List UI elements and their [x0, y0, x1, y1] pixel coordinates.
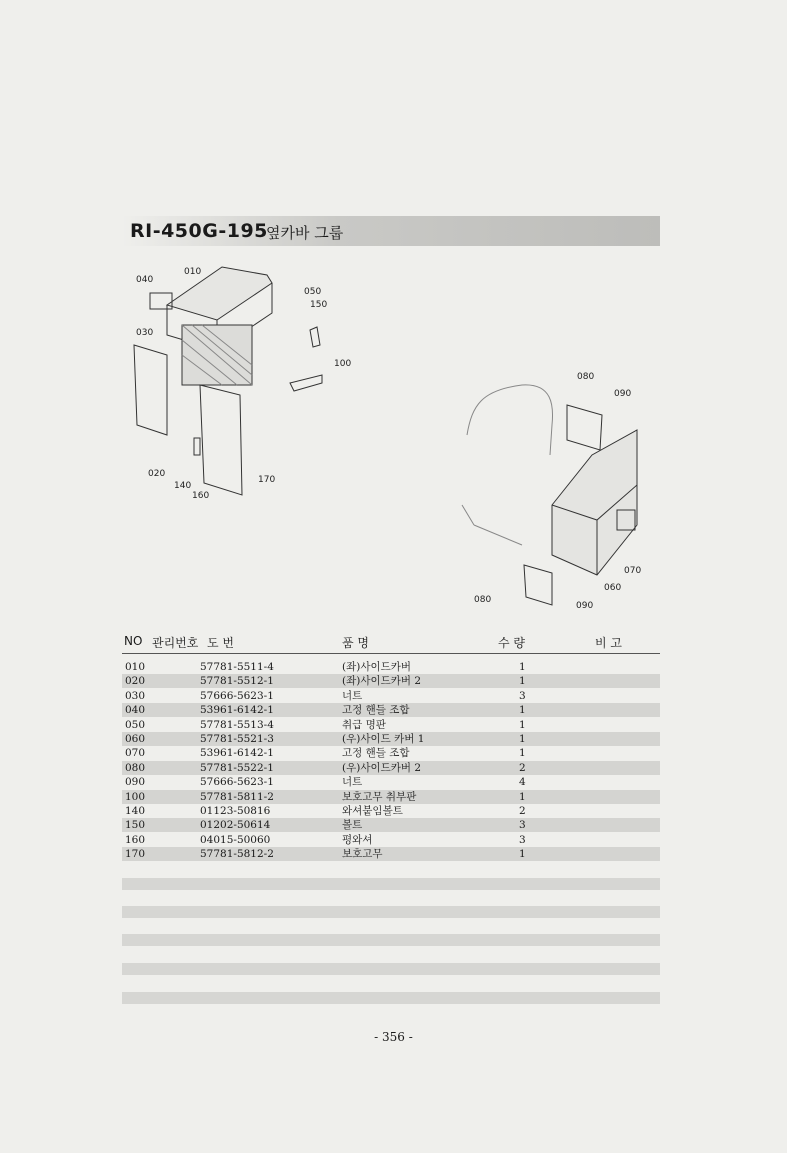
drawing-number: 01123-50816: [200, 805, 271, 817]
part-name: 취급 명판: [342, 718, 386, 731]
quantity: 1: [519, 718, 526, 731]
quantity: 2: [519, 805, 526, 817]
callout-040: 040: [136, 275, 154, 285]
part-no: 070: [125, 747, 146, 760]
drawing-number: 57666-5623-1: [200, 689, 274, 702]
part-name: 너트: [342, 776, 363, 789]
callout-080-top: 080: [577, 372, 595, 382]
blank-row: [122, 878, 660, 890]
drawing-number: 57781-5812-2: [200, 848, 274, 861]
table-row: [122, 847, 660, 861]
header-name: 품 명: [342, 636, 369, 650]
blank-row: [122, 906, 660, 918]
callout-010: 010: [184, 267, 202, 277]
quantity: 1: [519, 675, 526, 688]
part-no: 050: [125, 718, 146, 731]
quantity: 1: [519, 661, 526, 673]
table-row: [122, 689, 660, 703]
table-row: [122, 775, 660, 789]
quantity: 4: [519, 776, 526, 789]
quantity: 3: [519, 689, 526, 702]
table-row: [122, 746, 660, 760]
part-name: (좌)사이드카버: [342, 661, 412, 673]
header-dwg: 도 번: [207, 636, 234, 650]
table-row: [122, 761, 660, 775]
part-name: 보호고무: [342, 848, 383, 861]
table-row: [122, 804, 660, 818]
model-title: RI-450G-195: [130, 220, 268, 242]
quantity: 1: [519, 790, 526, 803]
part-no: 160: [125, 833, 146, 846]
drawing-number: 01202-50614: [200, 819, 271, 832]
header-note: 비 고: [595, 636, 622, 650]
callout-050: 050: [304, 287, 322, 297]
quantity: 1: [519, 733, 526, 745]
callout-100: 100: [334, 359, 352, 369]
page-number: - 356 -: [374, 1030, 413, 1044]
callout-090-bottom: 090: [576, 601, 594, 611]
table-row: [122, 833, 660, 847]
part-no: 030: [125, 689, 146, 702]
part-name: 볼트: [342, 819, 363, 832]
drawing-number: 53961-6142-1: [200, 747, 274, 760]
drawing-number: 57781-5521-3: [200, 733, 274, 745]
header-qty: 수 량: [498, 636, 525, 650]
callout-030: 030: [136, 328, 154, 338]
drawing-number: 53961-6142-1: [200, 704, 274, 717]
part-no: 010: [125, 661, 146, 673]
drawing-number: 57781-5522-1: [200, 761, 274, 774]
quantity: 3: [519, 833, 526, 846]
header-mgmt: 관리번호: [152, 636, 199, 650]
group-title: 옆카바 그룹: [266, 224, 344, 242]
blank-row: [122, 934, 660, 946]
quantity: 1: [519, 848, 526, 861]
drawing-number: 57666-5623-1: [200, 776, 274, 789]
callout-160: 160: [192, 491, 210, 501]
drawing-number: 04015-50060: [200, 833, 271, 846]
blank-row: [122, 963, 660, 975]
drawing-number: 57781-5512-1: [200, 675, 274, 688]
part-name: (우)사이드카버 2: [342, 761, 422, 774]
callout-060: 060: [604, 583, 622, 593]
part-name: (좌)사이드카버 2: [342, 675, 422, 688]
drawing-number: 57781-5811-2: [200, 790, 274, 803]
callout-170: 170: [258, 475, 276, 485]
part-no: 150: [125, 819, 146, 832]
table-row: [122, 818, 660, 832]
part-name: 고정 핸들 조합: [342, 747, 410, 760]
part-name: 보호고무 취부판: [342, 790, 417, 803]
quantity: 3: [519, 819, 526, 832]
part-name: 평와셔: [342, 833, 373, 846]
part-name: (우)사이드 카버 1: [342, 733, 425, 745]
callout-080-bottom: 080: [474, 595, 492, 605]
part-name: 너트: [342, 689, 363, 702]
exploded-parts-diagram: [122, 255, 662, 615]
callout-090-top: 090: [614, 389, 632, 399]
callout-140: 140: [174, 481, 192, 491]
quantity: 1: [519, 747, 526, 760]
part-no: 100: [125, 790, 146, 803]
part-name: 고정 핸들 조합: [342, 704, 410, 717]
header-no: NO: [124, 634, 143, 648]
part-no: 040: [125, 704, 146, 717]
table-row: [122, 732, 660, 746]
callout-020: 020: [148, 469, 166, 479]
table-row: [122, 674, 660, 688]
table-row: [122, 790, 660, 804]
table-row: [122, 660, 660, 674]
part-no: 060: [125, 733, 146, 745]
part-name: 와셔붙임볼트: [342, 805, 403, 817]
drawing-number: 57781-5511-4: [200, 661, 274, 673]
blank-row: [122, 992, 660, 1004]
table-row: [122, 703, 660, 717]
callout-150: 150: [310, 300, 328, 310]
table-row: [122, 718, 660, 732]
part-no: 170: [125, 848, 146, 861]
part-no: 020: [125, 675, 146, 688]
quantity: 2: [519, 761, 526, 774]
drawing-number: 57781-5513-4: [200, 718, 274, 731]
header-divider: [122, 653, 660, 654]
part-no: 080: [125, 761, 146, 774]
quantity: 1: [519, 704, 526, 717]
part-no: 090: [125, 776, 146, 789]
callout-070: 070: [624, 566, 642, 576]
part-no: 140: [125, 805, 146, 817]
